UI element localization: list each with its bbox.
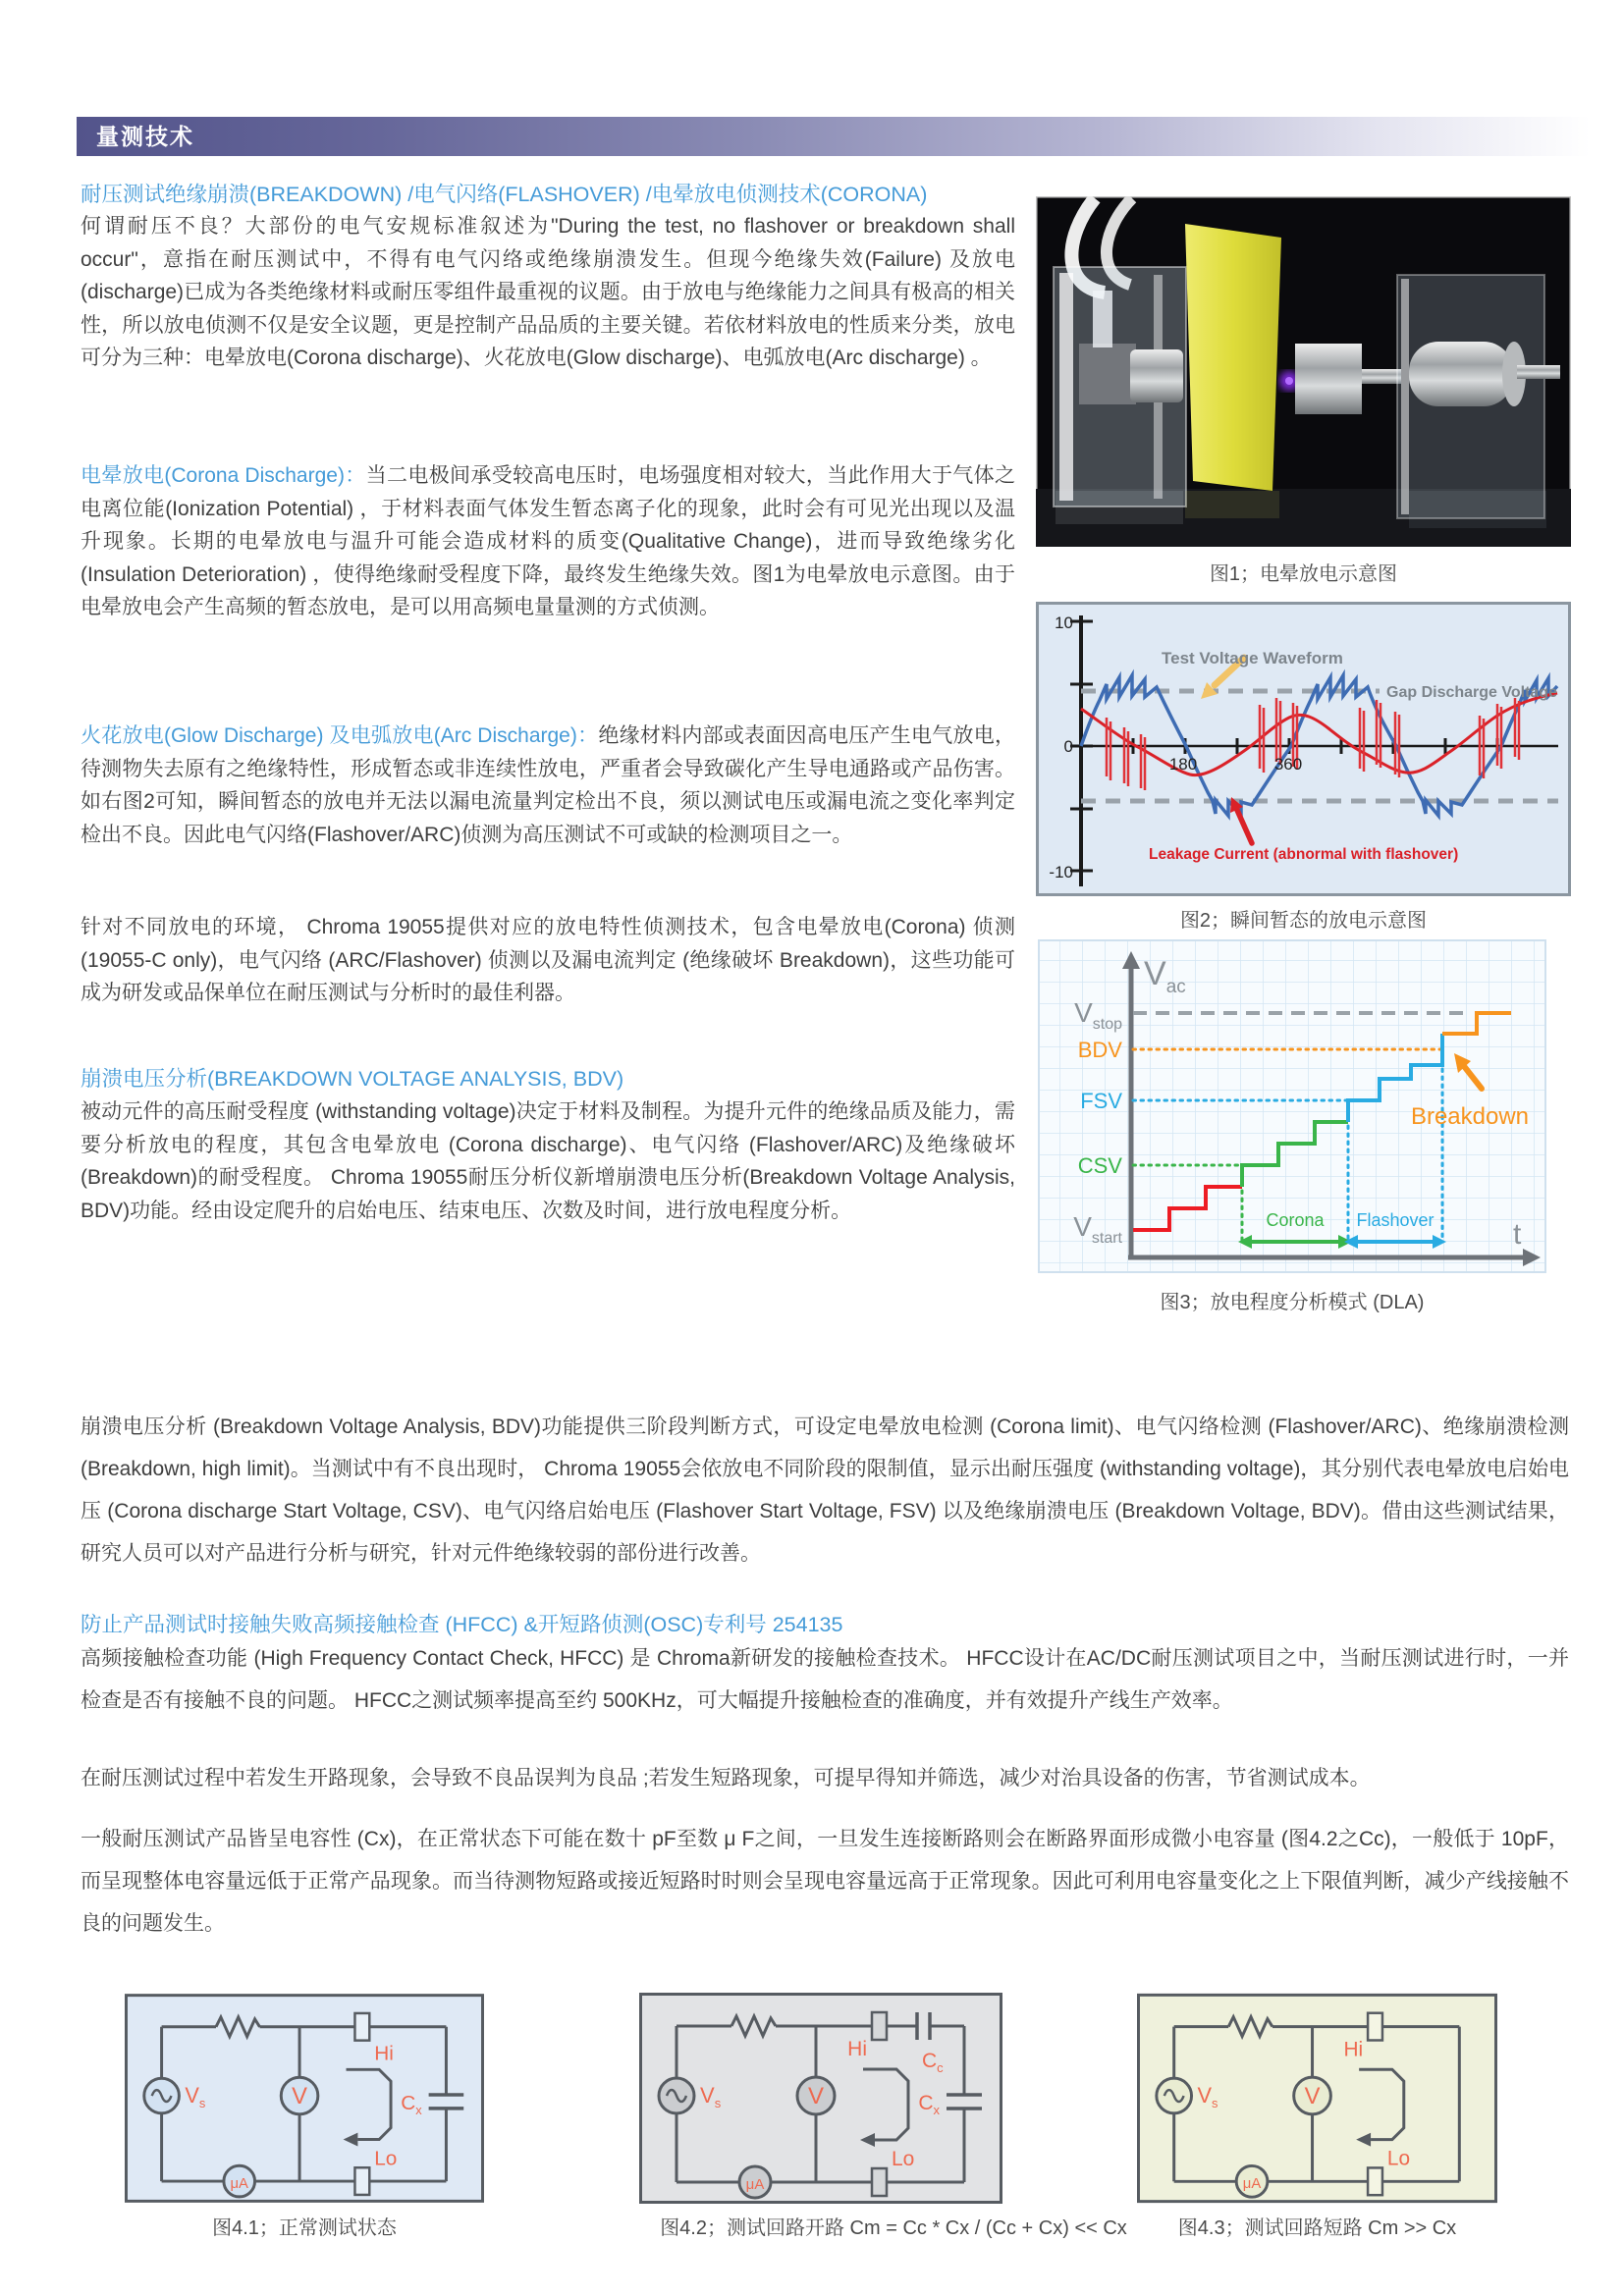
paragraph-intro: 何谓耐压不良？大部份的电气安规标准叙述为"During the test, no flashover or breakdown shall occur"，意指在耐压测试中，不得有电气闪络或绝缘崩溃发生。但现今绝缘失效(Failure) 及放电(discharge)已成为各类绝缘材料或耐压零组件最重视的议题。由于放电与绝缘能力之间具有极高的相关性，所以放电侦测不仅是安全议题，更是控制产品品质的主要关键。若依材料放电的性质来分类，放电可分为三种：电晕放电(Corona discharge)、火花放电(Glow discharge)、电弧放电(Arc discharge) 。 [81, 215, 1015, 369]
fig43-lo-terminal [1368, 2167, 1382, 2195]
paragraph-bdv: 被动元件的高压耐受程度 (withstanding voltage)决定于材料及制程。为提升元件的绝缘品质及能力，需要分析放电的程度，其包含电晕放电 (Corona discharge)、电气闪络 (Flashover/ARC)及绝缘破坏 (Breakdown)的耐受程度。 Chroma 19055耐压分析仪新增崩溃电压分析(Breakdown Voltage Analysis, BDV)功能。经由设定爬升的启始电压、结束电压、次数及时间，进行放电程度分析。 [81, 1100, 1015, 1222]
electrode-cylinder [1409, 342, 1513, 406]
fig42-hi-label: Hi [847, 2038, 867, 2060]
heading-breakdown-flashover-corona: 耐压测试绝缘崩溃(BREAKDOWN) /电气闪络(FLASHOVER) /电晕放电侦测技术(CORONA) [81, 183, 928, 206]
heading-hfcc-osc: 防止产品测试时接触失败高频接触检查 (HFCC) &开短路侦测(OSC)专利号 254135 [81, 1613, 843, 1636]
paragraph-glow-arc [81, 720, 1015, 851]
fig42-circuit-open [638, 1993, 1003, 2204]
paragraph-hfcc-3: 一般耐压测试产品皆呈电容性 (Cx)，在正常状态下可能在数十 pF至数 μ F之间，一旦发生连接断路则会在断路界面形成微小电容量 (图4.2之Cc)，一般低于 10pF，而呈现整体电容量远低于正常产品现象。而当待测物短路或接近短路时时则会呈现电容量远高于正常现象。因此可利用电容量变化之上下限值判断，减少产线接触不良的问题发生。 [81, 1828, 1569, 1935]
lead-glow-arc-discharge: 火花放电(Glow Discharge) 及电弧放电(Arc Discharge)： [81, 724, 599, 747]
fig41-circuit-art [125, 1993, 484, 2204]
fig41-lo-terminal [354, 2167, 369, 2195]
fig43-v-label: V [1304, 2082, 1321, 2109]
paragraph-corona [81, 459, 1015, 624]
paragraph-hfcc-2: 在耐压测试过程中若发生开路现象，会导致不良品误判为良品 ;若发生短路现象，可提早得知并筛选，减少对治具设备的伤害，节省测试成本。 [81, 1767, 1371, 1789]
fig42-cc-label: $C_c$ [922, 2050, 944, 2075]
fig2-tick-180: 180 [1168, 755, 1198, 774]
fig2-tick-neg10: -10 [1049, 863, 1073, 881]
paragraph-chroma-19055: 针对不同放电的环境， Chroma 19055提供对应的放电特性侦测技术，包含电晕放电(Corona) 侦测 (19055-C only)，电气闪络 (ARC/Flashover) 侦测以及漏电流判定 (绝缘破坏 Breakdown)，这些功能可成为研发或品保单位在耐压测试与分析时的最佳利器。 [81, 916, 1015, 1004]
fig2-waveform-chart [1036, 602, 1571, 896]
section-title-bar [77, 117, 1591, 156]
fig3-fsv-label: FSV [1080, 1089, 1122, 1113]
fig3-y-label: Vac [1144, 955, 1186, 997]
fig3-t-label: t [1513, 1218, 1522, 1251]
fig41-hi-label: Hi [374, 2042, 394, 2065]
fig2-chart-art [1036, 602, 1571, 896]
fig42-lo-terminal [872, 2168, 887, 2196]
fig41-hi-terminal [354, 2013, 369, 2041]
fig3-chart-art [1038, 939, 1546, 1273]
fig2-label-test-voltage: Test Voltage Waveform [1162, 649, 1343, 667]
fig43-hi-label: Hi [1343, 2038, 1364, 2061]
fig41-lo-label: Lo [374, 2147, 398, 2170]
fig43-caption: 图4.3；测试回路短路 Cm >> Cx [1177, 2217, 1457, 2239]
fig43-vs-label: $V_s$ [1197, 2082, 1218, 2110]
fig41-vs-label: $V_s$ [185, 2082, 206, 2110]
yellow-test-sheet [1185, 224, 1281, 491]
fig42-caption: 图4.2；测试回路开路 Cm = Cc * Cx / (Cc + Cx) << Cx [660, 2217, 1127, 2239]
fig43-lo-label: Lo [1386, 2147, 1411, 2170]
fig3-vstart-label: Vstart [1073, 1211, 1122, 1247]
fig41-cx-label: $C_x$ [401, 2091, 422, 2117]
fig3-caption: 图3；放电程度分析模式 (DLA) [1160, 1292, 1425, 1313]
fig42-lo-label: Lo [892, 2148, 915, 2170]
fig3-bdv-label: BDV [1077, 1038, 1122, 1062]
fig3-corona-label: Corona [1266, 1210, 1325, 1230]
heading-bdv: 崩溃电压分析(BREAKDOWN VOLTAGE ANALYSIS, BDV) [81, 1067, 624, 1091]
fig42-ua-label: μA [745, 2176, 765, 2193]
paragraph-bdv-detail: 崩溃电压分析 (Breakdown Voltage Analysis, BDV)功能提供三阶段判断方式，可设定电晕放电检测 (Corona limit)、电气闪络检测 (Flashover/ARC)、绝缘崩溃检测 (Breakdown, high limit)。当测试中有不良出现时， Chroma 19055会依放电不同阶段的限制值，显示出耐压强度 (withstanding voltage)，其分别代表电晕放电启始电压 (Corona discharge Start Voltage, CSV)、电气闪络启始电压 (Flashover Start Voltage, FSV) 以及绝缘崩溃电压 (Breakdown Voltage, BDV)。借由这些测试结果，研究人员可以对产品进行分析与研究，针对元件绝缘较弱的部份进行改善。 [81, 1415, 1569, 1565]
fig2-tick-10: 10 [1055, 614, 1073, 632]
electrode-left [1130, 349, 1183, 402]
fig3-vstop-label: Vstop [1074, 997, 1122, 1033]
fig42-hi-terminal [872, 2012, 887, 2040]
fig42-vs-label: $V_s$ [700, 2083, 722, 2110]
fig3-dla-chart [1038, 939, 1546, 1273]
fig3-flashover-label: Flashover [1356, 1210, 1435, 1230]
fig2-label-leakage: Leakage Current (abnormal with flashover) [1149, 846, 1459, 863]
fig2-caption: 图2；瞬间暂态的放电示意图 [1179, 910, 1428, 932]
fig43-hi-terminal [1368, 2013, 1382, 2041]
fig2-label-gap-discharge: Gap Discharge Voltage [1386, 684, 1557, 701]
fig41-v-label: V [292, 2083, 307, 2109]
fig2-tick-360: 360 [1273, 755, 1303, 774]
paragraph-corona-body: 当二电极间承受较高电压时，电场强度相对较大，当此作用大于气体之电离位能(Ionization Potential) ，于材料表面气体发生暂态离子化的现象，此时会有可见光出现以及温升现象。长期的电晕放电与温升可能会造成材料的质变(Qualitative Change)，进而导致绝缘劣化 (Insulation Deterioration) ，使得绝缘耐受程度下降，最终发生绝缘失效。图1为电晕放电示意图。由于电晕放电会产生高频的暂态放电，是可以用高频电量量测的方式侦测。 [81, 464, 1015, 618]
fig41-caption: 图4.1；正常测试状态 [212, 2217, 397, 2239]
fig2-tick-0: 0 [1063, 737, 1073, 756]
fig43-ua-label: μA [1242, 2176, 1262, 2193]
corona-photo [1036, 196, 1571, 547]
corona-photo-art [1036, 196, 1571, 547]
electrode-center [1295, 344, 1362, 414]
paragraph-hfcc-1: 高频接触检查功能 (High Frequency Contact Check, HFCC) 是 Chroma新研发的接触检查技术。 HFCC设计在AC/DC耐压测试项目之中，当耐压测试进行时，一并检查是否有接触不良的问题。 HFCC之测试频率提高至约 500KHz，可大幅提升接触检查的准确度，并有效提升产线生产效率。 [81, 1647, 1569, 1712]
fig41-ua-label: μA [230, 2176, 248, 2192]
page-title: 量测技术 [96, 124, 194, 149]
fig42-cx-label: $C_x$ [918, 2092, 940, 2117]
lead-corona-discharge: 电晕放电(Corona Discharge)： [81, 464, 366, 487]
fig1-caption: 图1；电晕放电示意图 [1209, 563, 1398, 585]
fig42-v-label: V [807, 2083, 825, 2109]
fig43-circuit-short [1137, 1993, 1497, 2204]
fig42-circuit-art [638, 1993, 1003, 2204]
fig41-circuit-normal [125, 1993, 484, 2204]
fig3-breakdown-label: Breakdown [1410, 1103, 1530, 1130]
fig3-csv-label: CSV [1077, 1153, 1122, 1178]
fig43-circuit-art [1137, 1993, 1497, 2204]
paragraph-glow-arc-body: 绝缘材料内部或表面因高电压产生电气放电，待测物失去原有之绝缘特性，形成暂态或非连续性放电，严重者会导致碳化产生导电通路或产品伤害。如右图2可知，瞬间暂态的放电并无法以漏电流量判定检出不良，须以测试电压或漏电流之变化率判定检出不良。因此电气闪络(Flashover/ARC)侦测为高压测试不可或缺的检测项目之一。 [81, 724, 1016, 846]
